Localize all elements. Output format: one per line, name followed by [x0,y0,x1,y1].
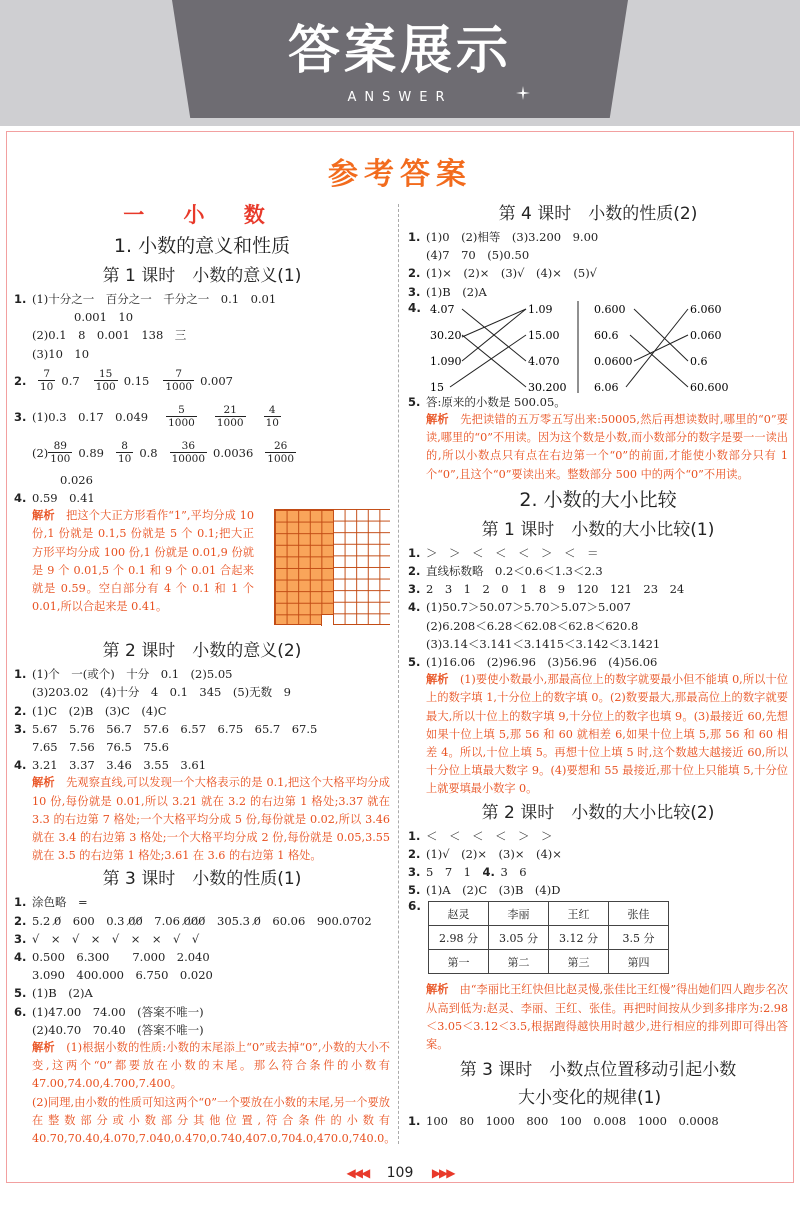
question-number: 4. [408,300,421,315]
fraction: $\frac{21}{1000}$ [216,404,244,430]
answer-line: (3)203.02 (4)十分 4 0.1 345 (5)无数 9 [32,685,291,700]
lesson-heading: 第 1 课时 小数的大小比较(1) [481,519,715,540]
fraction: $\frac{15}{100}$ [95,368,116,394]
explanation-text: 解析 先观察直线,可以发现一个大格表示的是 0.1,把这个大格平均分成 10 份,每份就是 0.01,所以 3.21 就在 3.2 的右边第 1 格处;3.37 就在 3.3 的右边第 7 格处;一个大格平均分成 5 份,每份就是 0.02,所以 3.46 就在 3.4 的右边第 3 格处;一个大格平均分成 2 份,每份就是 0.05,3.55 就在 3.5 的右边第 1 格处;3.61 在 3.6 的右边第 1 格处。 [32,776,390,863]
lesson-heading: 第 1 课时 小数的意义(1) [102,266,302,286]
answer-line: 3. 5.67 5.76 56.7 57.6 6.57 6.75 65.7 67.5 [14,721,318,736]
matching-lines [408,301,788,393]
explanation-text: 解析 把这个大正方形看作“1”,平均分成 10 份,1 份就是 0.1,5 份就是 5 个 0.1;把大正方形平均分成 100 份,1 份就是 0.01,9 份就是 9 个 0.01,5 个 0.1 和 9 个 0.01 合起来就是 0.59。空白部分有 4 个 0.1 和 1 个 0.01,所以合起来是 0.41。 [32,509,254,614]
table-cell: 3.05 分 [489,926,549,950]
page-footer [0,1165,800,1181]
match-right-a3: 0.0600 [594,354,633,368]
match-left-b3: 4.070 [528,354,560,368]
match-line [462,335,526,387]
grid-blank-columns [333,509,390,624]
answer-line: 3. (1)0.3 0.17 0.049 $\frac{5}{1000}$ $\frac{21}{1000}$ $\frac{4}{10}$ [14,404,279,430]
answer-line: 3. (1)B (2)A [408,284,487,299]
right-column [408,200,788,1131]
fraction: $\frac{4}{10}$ [265,404,279,430]
answer-line: (2)40.70 70.40 (答案不唯一) [32,1022,204,1037]
table-cell: 第三 [549,950,609,974]
answer-line: 2. $\frac{7}{10}$ 0.7 $\frac{15}{100}$ 0.15 $\frac{7}{1000}$ 0.007 [14,368,233,394]
answer-line: (3)3.14＜3.141＜3.1415＜3.142＜3.1421 [426,636,661,651]
answer-line: 1. (1)0 (2)相等 (3)3.200 9.00 [408,230,599,244]
answer-line: 4. 0.59 0.41 [14,491,95,506]
answer-line: 1. 100 80 1000 800 100 0.008 1000 0.0008 [408,1114,719,1129]
answer-line: 2. (1)× (2)× (3)√ (4)× (5)√ [408,266,598,281]
answer-line: 3. 5 7 1 4. 3 6 [408,865,527,880]
fraction: $\frac{7}{1000}$ [165,368,193,394]
table-cell: 3.5 分 [609,926,669,950]
match-line [462,309,526,337]
match-left-a3: 1.090 [430,354,462,368]
fraction: $\frac{7}{10}$ [40,368,54,394]
match-right-b1: 6.060 [690,302,722,316]
answer-line: 4. 3.21 3.37 3.46 3.55 3.61 [14,758,207,773]
page-title: 参考答案 [328,157,472,192]
answer-line: (2)6.208＜6.28＜62.08＜62.8＜620.8 [426,618,639,633]
match-right-a2: 60.6 [594,328,619,342]
table-cell: 3.12 分 [549,926,609,950]
table-cell: 2.98 分 [429,926,489,950]
match-left-b2: 15.00 [528,328,560,342]
match-left-b1: 1.09 [528,302,553,316]
answer-line: 3. √ × √ × √ × × √ √ [14,931,200,946]
answer-line: 1. (1)十分之一 百分之一 千分之一 0.1 0.01 [14,292,277,306]
lesson-heading: 第 2 课时 小数的大小比较(2) [481,802,715,823]
sparkle-icon [516,86,530,100]
match-line [626,309,688,387]
lesson-heading: 第 2 课时 小数的意义(2) [102,641,302,662]
fraction: $\frac{5}{1000}$ [168,404,195,430]
answer-line: 3. 2 3 1 2 0 1 8 9 120 121 23 24 [408,582,685,597]
answer-line: (2) $\frac{89}{100}$ 0.89 $\frac{8}{10}$ 0.8 $\frac{36}{10000}$ 0.0036 $\frac{26}{1000}$ [32,440,295,466]
explanation-text: 解析 先把读错的五万零五写出来:50005,然后再想读数时,哪里的“0”要读,哪里的“0”不用读。因为这个数是小数,而小数部分的数字是要一一读出的,所以小数点只有点在右边第一个“0”的前面,才能使小数部分只有 1 个“0”,且这个“0”要读出来。整数部分 500 中的两个“0”不用读。 [426,413,788,481]
answer-line: 0.026 [60,472,93,487]
match-line [634,309,688,361]
fraction: $\frac{26}{1000}$ [267,440,295,466]
match-line [630,335,688,387]
answer-line: 7.65 7.56 76.5 75.6 [32,740,169,755]
lesson-heading: 第 4 课时 小数的性质(2) [498,204,698,224]
right-arrows-icon: ▶▶▶ [431,1166,454,1180]
header-banner [0,0,800,126]
answer-line: 2. 直线标数略 0.2＜0.6＜1.3＜2.3 [408,564,603,579]
lesson-heading: 第 3 课时 小数的性质(1) [102,869,302,890]
chapter-heading: 一 小 数 [123,203,281,227]
lesson-heading: 第 3 课时 小数点位置移动引起小数 [459,1060,737,1081]
answer-line: 4. (1)50.7＞50.07＞5.70＞5.07＞5.007 [408,600,631,615]
section-heading: 2. 小数的大小比较 [519,488,677,511]
banner-title: 答案展示 [287,21,512,81]
table-cell: 赵灵 [429,902,489,926]
answer-line: 3.090 400.000 6.750 0.020 [32,968,213,983]
match-left-a1: 4.07 [430,302,455,316]
table-cell: 第二 [489,950,549,974]
fraction: $\frac{8}{10}$ [117,440,132,466]
answer-line: 5. (1)B (2)A [14,986,93,1001]
fraction: $\frac{36}{10000}$ [171,440,206,466]
left-column [14,200,396,1148]
table-cell: 第一 [429,950,489,974]
answer-line: 2. (1)√ (2)× (3)× (4)× [408,846,562,861]
answer-line: 4. 0.500 6.300 7.000 2.040 [14,950,210,965]
table-cell: 李丽 [489,902,549,926]
table-cell: 张佳 [609,902,669,926]
answer-line: 5. 答:原来的小数是 500.05。 [408,394,566,409]
answer-line: 1. (1)个 一(或个) 十分 0.1 (2)5.05 [14,667,233,682]
answer-line: (4)7 70 (5)0.50 [426,248,530,263]
answer-line: (2)0.1 8 0.001 138 三 [32,328,187,343]
explanation-text: 解析 由“李丽比王红快但比赵灵慢,张佳比王红慢”得出她们四人跑步名次从高到低为:赵灵、李丽、王红、张佳。再把时间按从少到多排序为:2.98＜3.05＜3.12＜3.5,根据跑得越快用时越少,进行相应的排列即可得出答案。 [426,983,788,1052]
answer-line: 6. (1)47.00 74.00 (答案不唯一) [14,1004,204,1019]
match-right-b2: 0.060 [690,328,722,342]
match-line [634,335,688,361]
banner-subtitle: ANSWER [347,90,453,105]
hundred-grid [274,509,390,625]
answer-line: 1. ＜ ＜ ＜ ＜ ＞ ＞ [408,828,553,843]
match-right-b4: 60.600 [690,380,729,393]
match-left-a4: 15 [430,380,444,393]
answer-line: 5. (1)A (2)C (3)B (4)D [408,883,561,898]
question-number: 6. [408,899,421,914]
explanation-text: 解析 (1)根据小数的性质:小数的末尾添上“0”或去掉“0”,小数的大小不变,这两个“0”都要放在小数的末尾。那么符合条件的小数有 47.00,74.00,4.700,7.400。 [32,1041,390,1091]
fraction: $\frac{89}{100}$ [50,440,71,466]
answer-line: (3)10 10 [32,346,90,361]
matching-diagram [408,301,788,393]
ranking-table [428,901,669,974]
answer-line: 2. 5.2 0̸ 600 0.3 0̸0̸ 7.06 0̸0̸0̸ 305.3 0̸ 60.06 900.0702 [14,913,372,928]
match-right-a1: 0.600 [594,302,626,316]
answer-line: 5. (1)16.06 (2)96.96 (3)56.96 (4)56.06 [408,655,658,670]
explanation-text: 解析 (1)要使小数最小,那最高位上的数字就要最小但不能填 0,所以十位上的数字填 1,十分位上的数字填 0。(2)数要最大,那最高位上的数字就要最大,所以十位上的数字填 9,十分位上的数字也填 9。(3)最接近 60,先想如果十位上填 5,那 56 和 60 就相差 6,如果十位上填 5,那 56 和 60 相差 4。所以,十位上填 5。再想十位上填 5 时,这个数越大越接近 60,所以十分位上填最大数字 9。(4)要想和 55 最接近,那十位上只能填 5,十分位上就要填最小数字 0。 [426,673,788,796]
match-left-a2: 30.20 [430,328,462,342]
table-cell: 王红 [549,902,609,926]
answer-line: 1. ＞ ＞ ＜ ＜ ＜ ＞ ＜ ＝ [408,545,599,560]
left-arrows-icon: ◀◀◀ [346,1166,369,1180]
grid-blank-cell [321,614,333,626]
explanation-text: (2)同理,由小数的性质可知这两个“0”一个要放在小数的末尾,另一个要放在整数部分或小数部分其他位置,符合条件的小数有 40.70,70.40,4.070,7.040,0.470,0.740,407.0,704.0,470.0,740.0。 [32,1095,396,1146]
match-right-a4: 6.06 [594,380,619,393]
match-left-b4: 30.200 [528,380,567,393]
section-heading: 1. 小数的意义和性质 [113,235,291,257]
answer-line: 1. 涂色略 = [14,895,88,910]
lesson-heading: 大小变化的规律(1) [518,1088,662,1109]
page-number: 109 [386,1165,414,1181]
explanation-block [14,507,390,637]
answer-line: 0.001 10 [74,310,134,325]
answer-line: 2. (1)C (2)B (3)C (4)C [14,703,167,718]
table-cell: 第四 [609,950,669,974]
match-right-b3: 0.6 [690,354,708,368]
ranking-table-block [408,899,788,981]
column-divider [398,204,399,1144]
